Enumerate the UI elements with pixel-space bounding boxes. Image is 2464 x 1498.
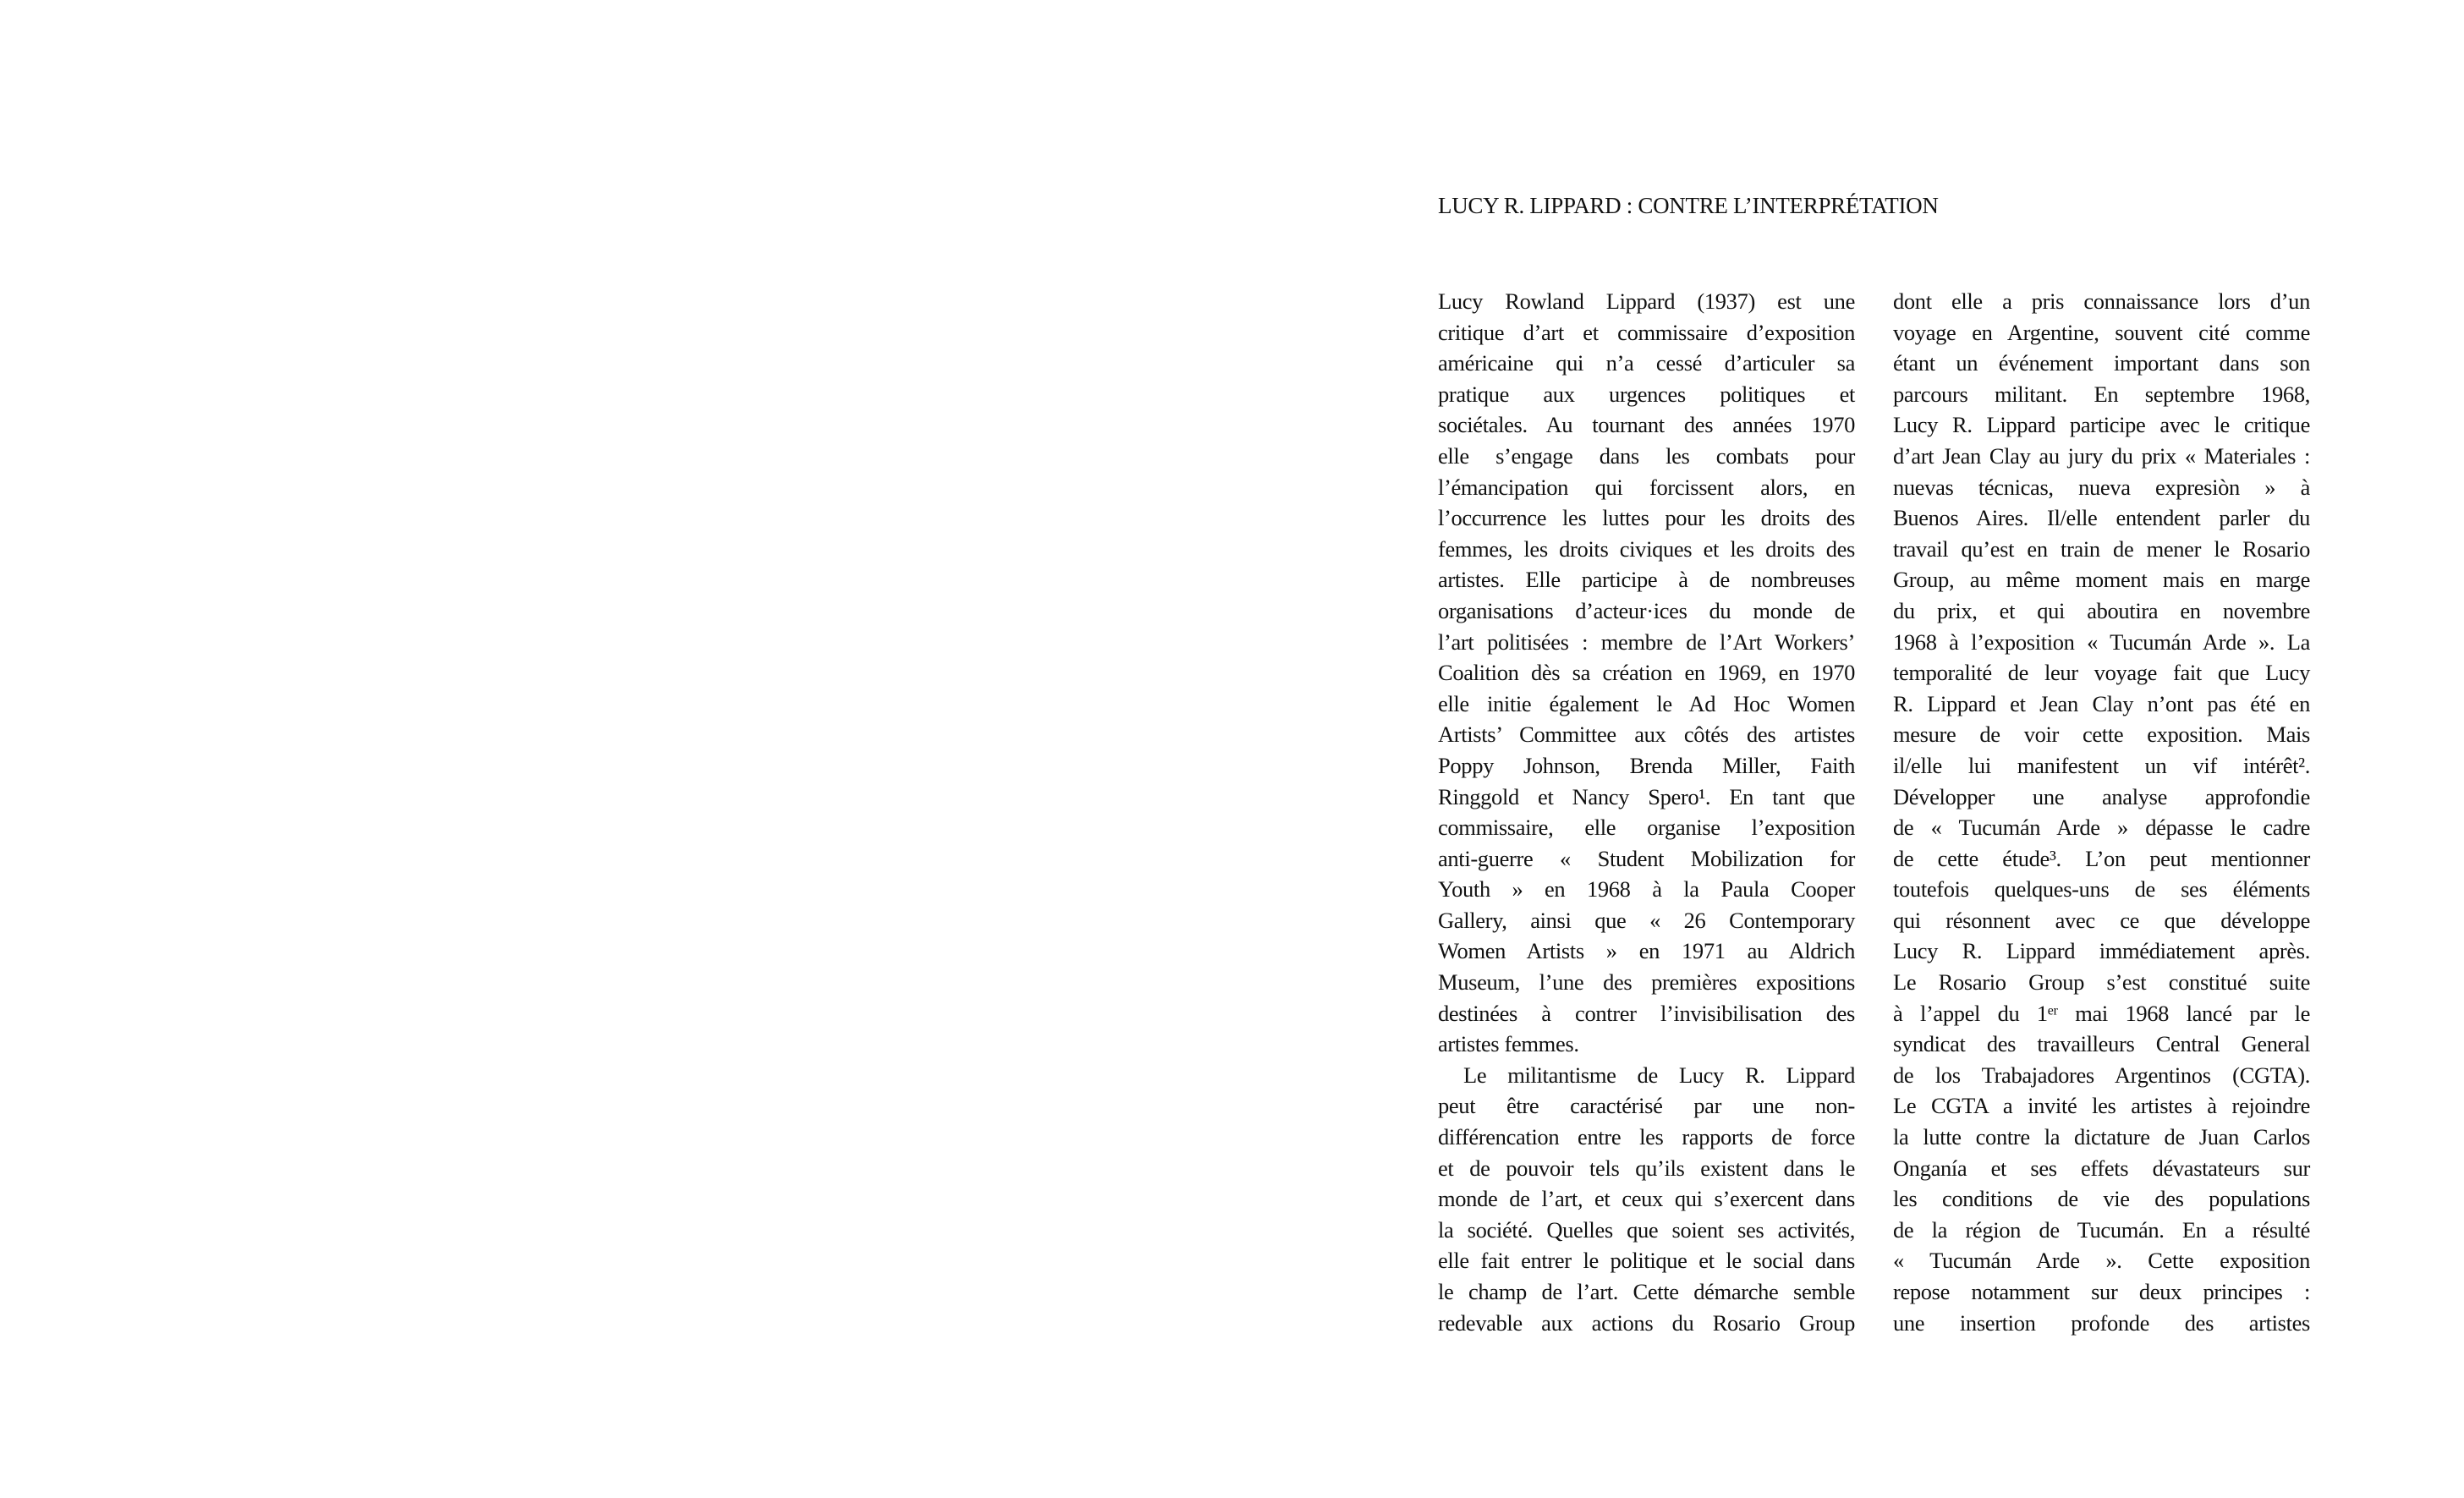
- text-line: monde de l’art, et ceux qui s’exercent dans: [1438, 1186, 1855, 1212]
- text-line: Women Artists » en 1971 au Aldrich: [1438, 938, 1855, 964]
- text-line: Le militantisme de Lucy R. Lippard: [1463, 1062, 1855, 1088]
- text-line: une insertion profonde des artistes: [1893, 1309, 2310, 1336]
- text-line: Museum, l’une des premières expositions: [1438, 969, 1855, 996]
- text-line: dont elle a pris connaissance lors d’un: [1893, 288, 2310, 314]
- text-line: les conditions de vie des populations: [1893, 1186, 2310, 1212]
- text-line: Lucy Rowland Lippard (1937) est une: [1438, 288, 1855, 314]
- text-line: Onganía et ses effets dévastateurs sur: [1893, 1155, 2310, 1181]
- text-line: 1968 à l’exposition « Tucumán Arde ». La: [1893, 628, 2310, 655]
- text-line: l’émancipation qui forcissent alors, en: [1438, 474, 1855, 500]
- text-line: de « Tucumán Arde » dépasse le cadre: [1893, 815, 2310, 841]
- text-line: le champ de l’art. Cette démarche semble: [1438, 1279, 1855, 1304]
- text-line: toutefois quelques-uns de ses éléments: [1893, 876, 2310, 903]
- text-line: parcours militant. En septembre 1968,: [1893, 381, 2310, 407]
- text-line: artistes. Elle participe à de nombreuses: [1438, 567, 1855, 593]
- text-line: Lucy R. Lippard participe avec le critique: [1893, 412, 2310, 438]
- text-line: femmes, les droits civiques et les droits des: [1438, 535, 1855, 562]
- text-line: Gallery, ainsi que « 26 Contemporary: [1438, 907, 1855, 933]
- text-line: syndicat des travailleurs Central General: [1893, 1031, 2310, 1057]
- text-line: du prix, et qui aboutira en novembre: [1893, 597, 2310, 623]
- text-line: la lutte contre la dictature de Juan Carlos: [1893, 1124, 2310, 1150]
- text-line: R. Lippard et Jean Clay n’ont pas été en: [1893, 690, 2310, 716]
- text-line: travail qu’est en train de mener le Rosario: [1893, 535, 2310, 562]
- text-line: de la région de Tucumán. En a résulté: [1893, 1216, 2310, 1243]
- text-line: Développer une analyse approfondie: [1893, 783, 2310, 809]
- text-line: l’art politisées : membre de l’Art Workers’: [1438, 628, 1855, 655]
- text-line: Buenos Aires. Il/elle entendent parler du: [1893, 505, 2310, 531]
- text-column-right: [1893, 286, 2310, 1338]
- text-line: et de pouvoir tels qu’ils existent dans le: [1438, 1155, 1855, 1181]
- text-line: elle initie également le Ad Hoc Women: [1438, 690, 1855, 716]
- text-line: pratique aux urgences politiques et: [1438, 381, 1855, 407]
- text-line: Youth » en 1968 à la Paula Cooper: [1438, 876, 1855, 903]
- text-line: Group, au même moment mais en marge: [1893, 567, 2310, 593]
- text-line: à l’appel du 1ᵉʳ mai 1968 lancé par le: [1893, 1000, 2310, 1026]
- text-line: commissaire, elle organise l’exposition: [1438, 815, 1855, 841]
- text-line: Coalition dès sa création en 1969, en 1970: [1438, 660, 1855, 686]
- text-line: temporalité de leur voyage fait que Lucy: [1893, 660, 2310, 686]
- text-line: Lucy R. Lippard immédiatement après.: [1893, 938, 2310, 964]
- text-line: américaine qui n’a cessé d’articuler sa: [1438, 350, 1855, 376]
- text-column-left: [1438, 286, 1855, 1338]
- text-line: de cette étude³. L’on peut mentionner: [1893, 845, 2310, 871]
- text-line: elle fait entrer le politique et le social dans: [1438, 1248, 1855, 1274]
- text-line: Le Rosario Group s’est constitué suite: [1893, 969, 2310, 996]
- text-line: différencation entre les rapports de force: [1438, 1124, 1855, 1150]
- text-line: Artists’ Committee aux côtés des artistes: [1438, 722, 1855, 748]
- text-line: elle s’engage dans les combats pour: [1438, 442, 1855, 469]
- text-line: il/elle lui manifestent un vif intérêt².: [1893, 752, 2310, 778]
- text-line: peut être caractérisé par une non-: [1438, 1093, 1855, 1119]
- text-line: nuevas técnicas, nueva expresiòn » à: [1893, 474, 2310, 500]
- text-line: Poppy Johnson, Brenda Miller, Faith: [1438, 752, 1855, 778]
- text-line: étant un événement important dans son: [1893, 350, 2310, 376]
- text-line: l’occurrence les luttes pour les droits des: [1438, 505, 1855, 531]
- text-line: mesure de voir cette exposition. Mais: [1893, 722, 2310, 748]
- text-line: destinées à contrer l’invisibilisation des: [1438, 1000, 1855, 1026]
- text-line: Le CGTA a invité les artistes à rejoindre: [1893, 1093, 2310, 1119]
- text-line: sociétales. Au tournant des années 1970: [1438, 412, 1855, 438]
- text-line: voyage en Argentine, souvent cité comme: [1893, 319, 2310, 345]
- text-line: qui résonnent avec ce que développe: [1893, 907, 2310, 933]
- text-line: de los Trabajadores Argentinos (CGTA).: [1893, 1062, 2310, 1088]
- text-line: Ringgold et Nancy Spero¹. En tant que: [1438, 783, 1855, 809]
- text-line: critique d’art et commissaire d’exposition: [1438, 319, 1855, 345]
- text-line: artistes femmes.: [1438, 1031, 1579, 1057]
- text-line: organisations d’acteur·ices du monde de: [1438, 597, 1855, 623]
- text-line: « Tucumán Arde ». Cette exposition: [1893, 1248, 2310, 1274]
- text-line: redevable aux actions du Rosario Group: [1438, 1309, 1855, 1336]
- text-line: la société. Quelles que soient ses activités,: [1438, 1216, 1855, 1243]
- page-title: LUCY R. LIPPARD : CONTRE L’INTERPRÉTATION: [1438, 193, 1939, 218]
- text-line: d’art Jean Clay au jury du prix « Materiales :: [1893, 442, 2310, 469]
- text-line: repose notamment sur deux principes :: [1893, 1279, 2310, 1304]
- text-line: anti-guerre « Student Mobilization for: [1438, 845, 1855, 871]
